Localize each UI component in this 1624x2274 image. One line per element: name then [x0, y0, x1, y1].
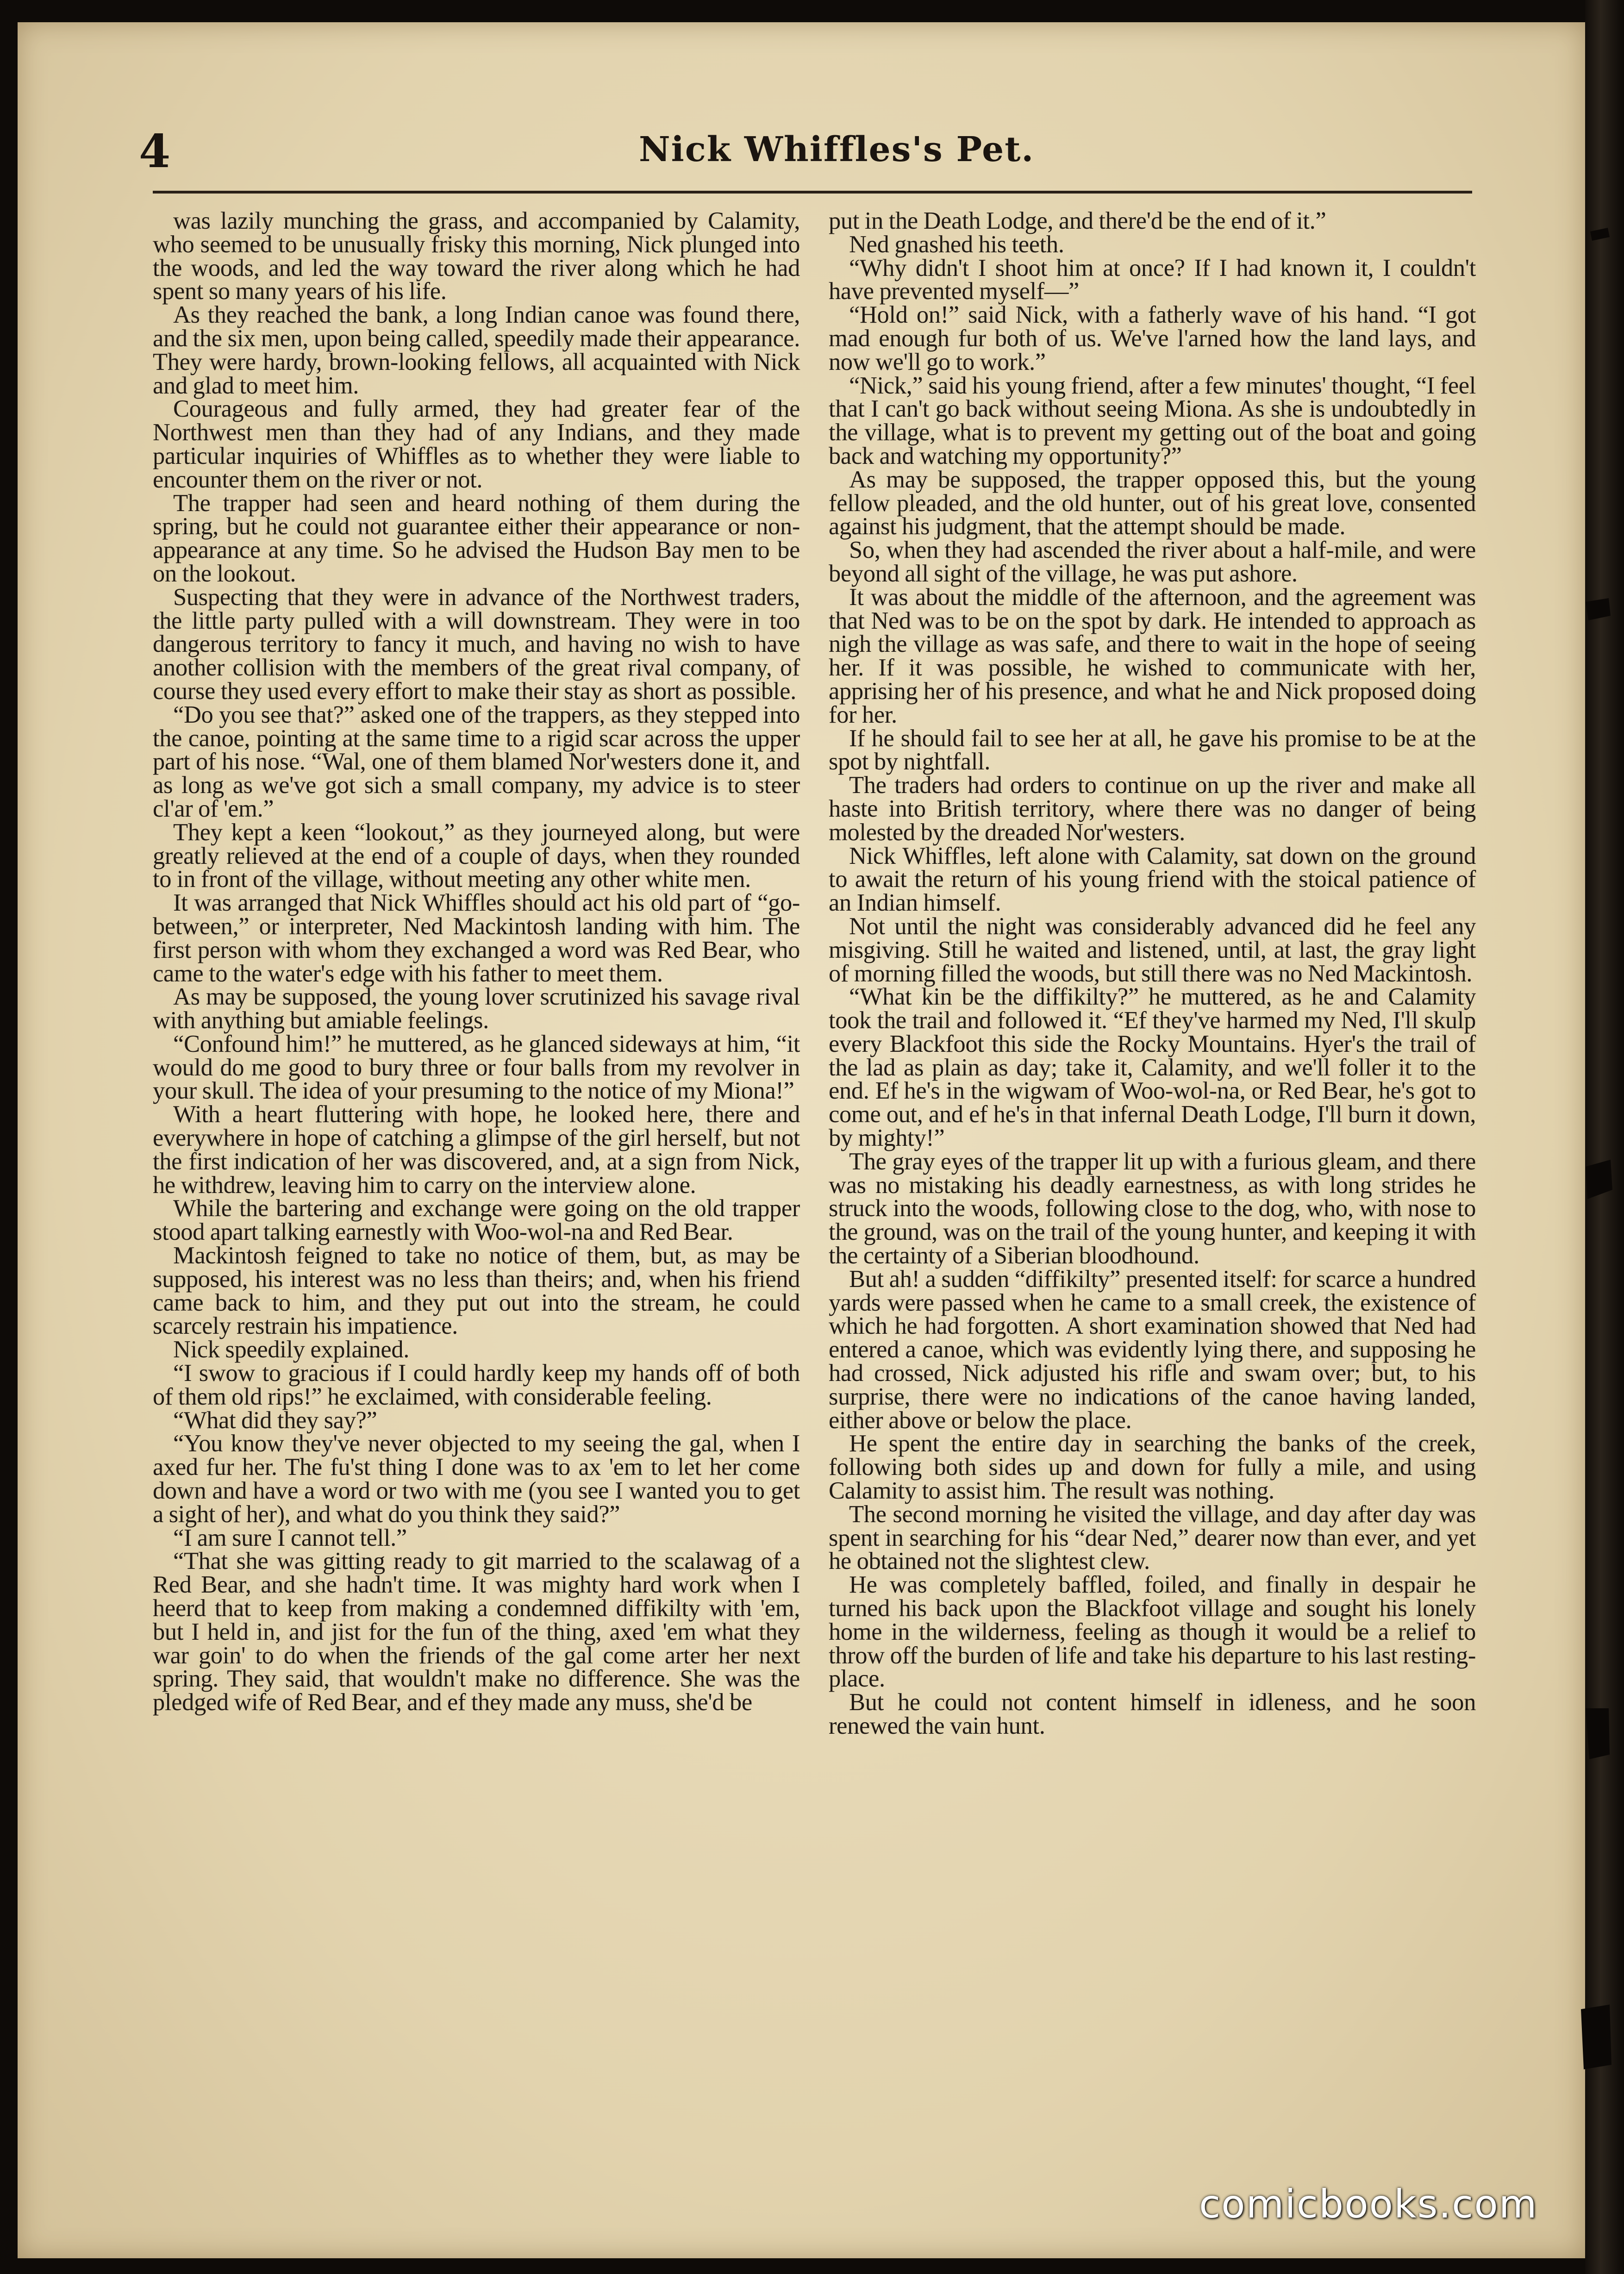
- paragraph: He spent the entire day in searching the banks of the creek, following both sides up and down for fully a mile, and using Calamity to assist him. The result was nothing.: [829, 1430, 1476, 1505]
- paragraph: As they reached the bank, a long Indian canoe was found there, and the six men, upon being called, speedily made their appearance. They were hardy, brown-looking fellows, all acquainted with Nick and glad to meet him.: [153, 301, 800, 399]
- paragraph: With a heart fluttering with hope, he looked here, there and everywhere in hope of catching a glimpse of the girl herself, but not the first indication of her was discovered, and, at a sign from Nick, he withdrew, leaving him to carry on the interview alone.: [153, 1101, 800, 1199]
- paragraph: Nick Whiffles, left alone with Calamity, sat down on the ground to await the return of his young friend with the stoical patience of an Indian himself.: [829, 842, 1476, 917]
- paragraph: It was arranged that Nick Whiffles should act his old part of “go-between,” or interpreter, Ned Mackintosh landing with him. The first person with whom they exchanged a word was Red Bear, who came to the water's edge with his father to meet them.: [153, 889, 800, 987]
- paragraph: But he could not content himself in idleness, and he soon renewed the vain hunt.: [829, 1689, 1476, 1739]
- paragraph: It was about the middle of the afternoon, and the agreement was that Ned was to be on the spot by dark. He intended to approach as nigh the village as was safe, and there to wait in the hope of seeing her. If it was possible, he wished to communicate with her, apprising her of his presence, and what he and Nick proposed doing for her.: [829, 583, 1476, 728]
- right-column: [829, 209, 1476, 2181]
- paragraph: Nick speedily explained.: [173, 1336, 410, 1363]
- page-header: [139, 125, 1477, 185]
- left-column: [153, 209, 800, 2181]
- paragraph: “Do you see that?” asked one of the trappers, as they stepped into the canoe, pointing at the same time to a rigid scar across the upper part of his nose. “Wal, one of them blamed Nor'westers done it, and as long as we've got sich a small company, my advice is to steer cl'ar of 'em.”: [153, 701, 800, 822]
- paragraph: As may be supposed, the trapper opposed this, but the young fellow pleaded, and the old hunter, out of his great love, consented against his judgment, that the attempt should be made.: [829, 466, 1476, 540]
- paragraph: “What kin be the diffikilty?” he muttered, as he and Calamity took the trail and followed it. “Ef they've harmed my Ned, I'll skulp every Blackfoot this side the Rocky Mountains. Hyer's the trail of the lad as plain as day; take it, Calamity, and we'll foller it to the end. Ef he's in the wigwam of Woo-wol-na, or Red Bear, he's got to come out, and ef he's in that infernal Death Lodge, I'll burn it down, by mighty!”: [829, 983, 1476, 1152]
- paragraph: So, when they had ascended the river about a half-mile, and were beyond all sight of the village, he was put ashore.: [829, 537, 1476, 587]
- paragraph: “Confound him!” he muttered, as he glanced sideways at him, “it would do me good to bury three or four balls from my revolver in your skull. The idea of your presuming to the notice of my Miona!”: [153, 1030, 800, 1105]
- paragraph: “That she was gitting ready to git married to the scalawag of a Red Bear, and she hadn't time. It was mighty hard work when I heerd that to keep from making a condemned diffikilty with 'em, but I held in, and jist for the fun of the thing, axed 'em what they war goin' to do when the friends of the gal come arter her next spring. They said, that wouldn't make no difference. She was the pledged wife of Red Bear, and ef they made any muss, she'd be: [153, 1548, 800, 1716]
- paragraph: Mackintosh feigned to take no notice of them, but, as may be supposed, his interest was no less than theirs; and, when his friend came back to him, and they put out into the stream, he could scarcely restrain his impatience.: [153, 1242, 800, 1340]
- paragraph: Ned gnashed his teeth.: [849, 231, 1064, 258]
- paragraph: While the bartering and exchange were going on the old trapper stood apart talking earnestly with Woo-wol-na and Red Bear.: [153, 1195, 800, 1246]
- paragraph: “Nick,” said his young friend, after a few minutes' thought, “I feel that I can't go back without seeing Miona. As she is undoubtedly in the village, what is to prevent my getting out of the boat and going back and watching my opportunity?”: [829, 372, 1476, 469]
- paragraph: If he should fail to see her at all, he gave his promise to be at the spot by nightfall.: [829, 725, 1476, 775]
- ink-smudge: [1581, 2005, 1612, 2069]
- paragraph: “Why didn't I shoot him at once? If I had known it, I couldn't have prevented myself—”: [829, 254, 1476, 305]
- ink-smudge: [1590, 228, 1610, 241]
- paragraph: They kept a keen “lookout,” as they journeyed along, but were greatly relieved at the end of a couple of days, when they rounded to in front of the village, without meeting any other white men.: [153, 818, 800, 893]
- watermark: comicbooks.com: [1199, 2181, 1538, 2227]
- paragraph: Not until the night was considerably advanced did he feel any misgiving. Still he waited and listened, until, at last, the gray light of morning filled the woods, but still there was no Ned Mackintosh.: [829, 912, 1476, 987]
- margin-ink-marks: [1572, 0, 1613, 2274]
- paragraph: As may be supposed, the young lover scrutinized his savage rival with anything but amiable feelings.: [153, 983, 800, 1034]
- paragraph: “You know they've never objected to my seeing the gal, when I axed fur her. The fu'st thing I done was to ax 'em to let her come down and have a word or two with me (you see I wanted you to get a sight of her), and what do you think they said?”: [153, 1430, 800, 1528]
- paragraph: “I am sure I cannot tell.”: [173, 1524, 407, 1551]
- paragraph: But ah! a sudden “diffikilty” presented itself: for scarce a hundred yards were passed when he came to a small creek, the existence of which he had forgotten. A short examination showed that Ned had entered a canoe, which was evidently lying there, and supposing he had crossed, Nick adjusted his rifle and swam over; but, to his surprise, there were no indications of the canoe having landed, either above or below the place.: [829, 1265, 1476, 1434]
- paragraph: He was completely baffled, foiled, and finally in despair he turned his back upon the Blackfoot village and sought his lonely home in the wilderness, feeling as though it would be a relief to throw off the burden of life and take his departure to his last resting-place.: [829, 1571, 1476, 1693]
- ink-smudge: [1586, 1160, 1612, 1199]
- header-rule: [153, 191, 1472, 194]
- paragraph: The traders had orders to continue on up the river and make all haste into British territory, where there was no danger of being molested by the dreaded Nor'westers.: [829, 772, 1476, 846]
- page-number: 4: [139, 125, 171, 178]
- paragraph: “Hold on!” said Nick, with a fatherly wave of his hand. “I got mad enough fur both of us. We've l'arned how the land lays, and now we'll go to work.”: [829, 301, 1476, 375]
- paragraph: “What did they say?”: [173, 1406, 377, 1434]
- paragraph: put in the Death Lodge, and there'd be the end of it.”: [829, 207, 1326, 234]
- paragraph: Suspecting that they were in advance of the Northwest traders, the little party pulled with a will downstream. They were in too dangerous territory to fancy it much, and having no wish to have another collision with the members of the great rival company, of course they used every effort to make their stay as short as possible.: [153, 583, 800, 705]
- paragraph: Courageous and fully armed, they had greater fear of the Northwest men than they had of any Indians, and they made particular inquiries of Whiffles as to whether they were liable to encounter them on the river or not.: [153, 395, 800, 493]
- running-title: Nick Whiffles's Pet.: [639, 130, 1035, 169]
- paragraph: was lazily munching the grass, and accompanied by Calamity, who seemed to be unusually frisky this morning, Nick plunged into the woods, and led the way toward the river along which he had spent so many years of his life.: [153, 207, 800, 305]
- paragraph: “I swow to gracious if I could hardly keep my hands off of both of them old rips!” he exclaimed, with considerable feeling.: [153, 1360, 800, 1410]
- paragraph: The gray eyes of the trapper lit up with a furious gleam, and there was no mistaking his deadly earnestness, as with long strides he struck into the woods, following close to the dog, who, with nose to the ground, was on the trail of the young hunter, and keeping it with the certainty of a Siberian bloodhound.: [829, 1148, 1476, 1269]
- ink-smudge: [1586, 1708, 1610, 1759]
- ink-smudge: [1586, 598, 1611, 620]
- paragraph: The trapper had seen and heard nothing of them during the spring, but he could not guarantee either their appearance or non-appearance at any time. So he advised the Hudson Bay men to be on the lookout.: [153, 489, 800, 587]
- paragraph: The second morning he visited the village, and day after day was spent in searching for his “dear Ned,” dearer now than ever, and yet he obtained not the slightest clew.: [829, 1500, 1476, 1575]
